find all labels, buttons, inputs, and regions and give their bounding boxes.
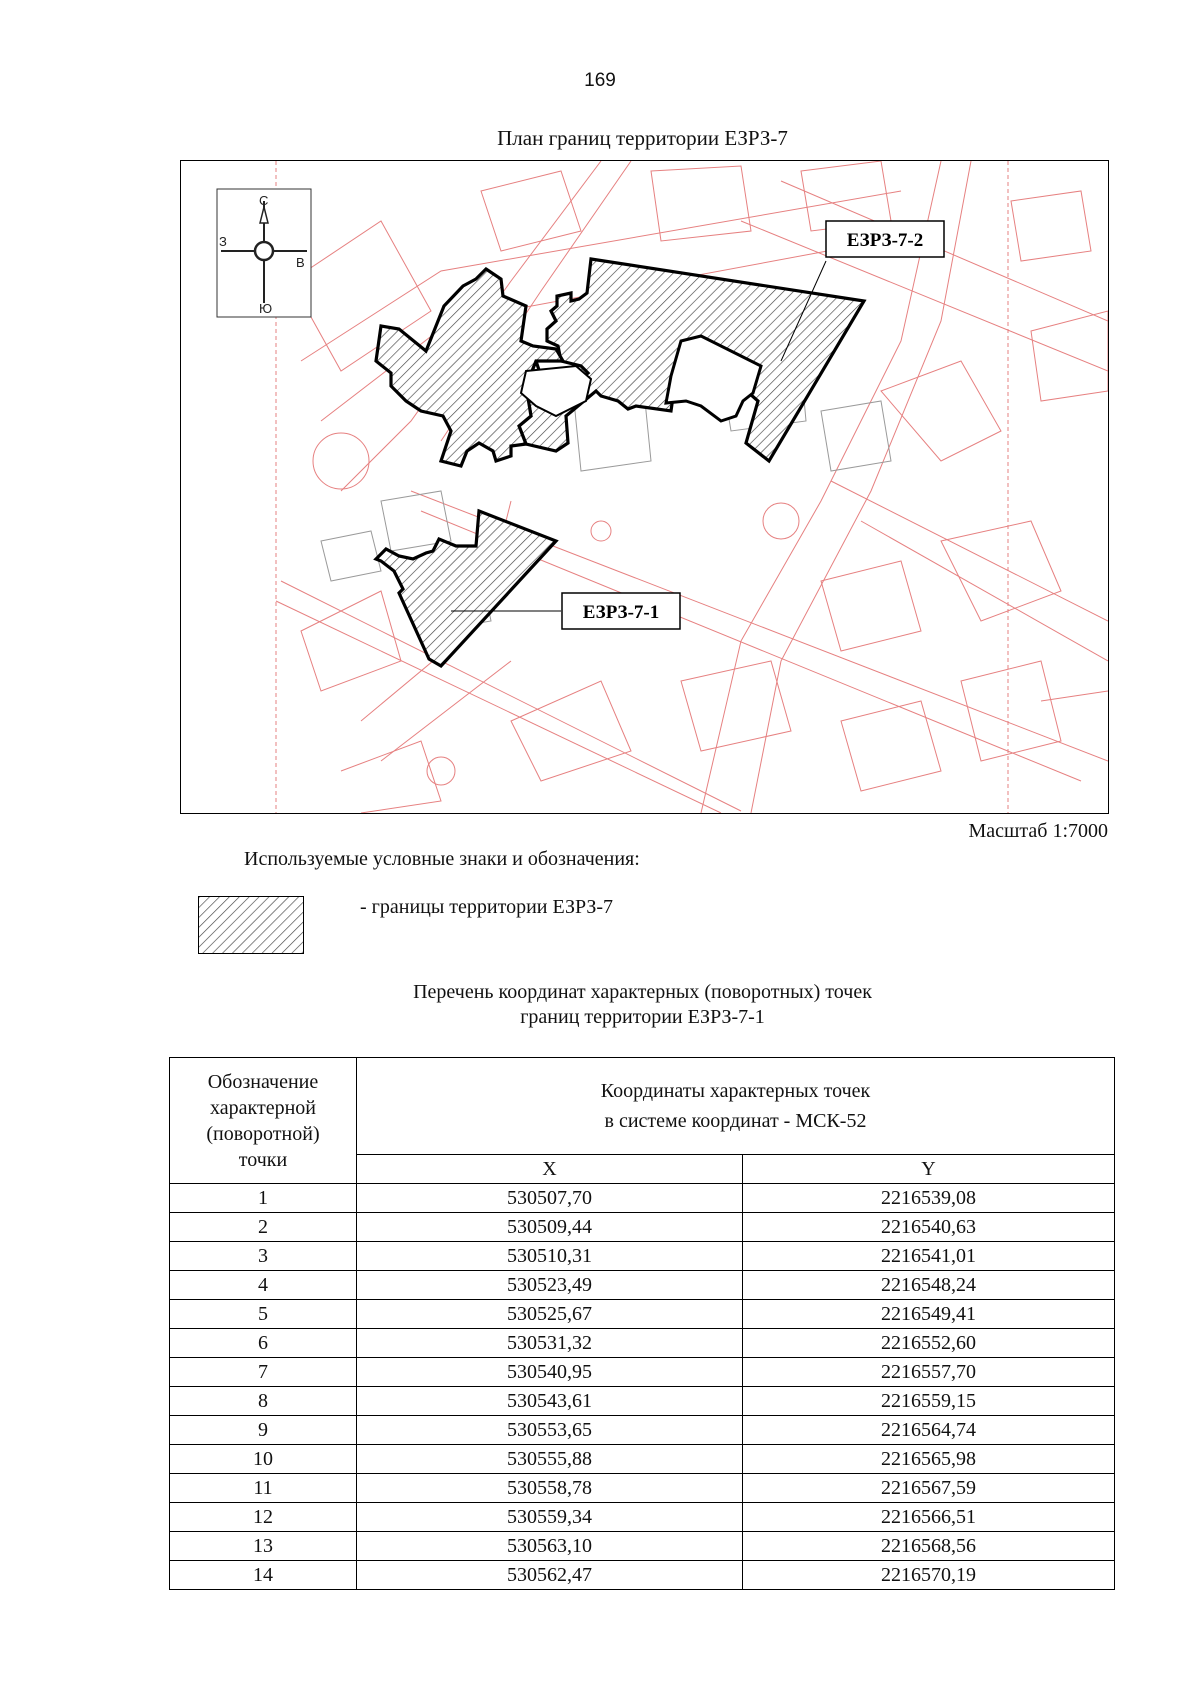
x-coordinate-cell: 530540,95 <box>357 1358 743 1387</box>
table-row <box>170 1503 1115 1532</box>
y-coordinate-cell: 2216567,59 <box>743 1474 1115 1503</box>
point-number-cell: 7 <box>170 1358 357 1387</box>
compass-rose <box>217 189 311 317</box>
table-row <box>170 1358 1115 1387</box>
map-scale: Масштаб 1:7000 <box>968 820 1108 842</box>
point-number-cell: 5 <box>170 1300 357 1329</box>
x-coordinate-cell: 530558,78 <box>357 1474 743 1503</box>
table-row <box>170 1242 1115 1271</box>
y-coordinate-cell: 2216559,15 <box>743 1387 1115 1416</box>
point-number-cell: 12 <box>170 1503 357 1532</box>
table-row <box>170 1532 1115 1561</box>
table-row <box>170 1387 1115 1416</box>
table-row <box>170 1184 1115 1213</box>
compass-east: В <box>296 255 305 270</box>
y-coordinate-cell: 2216557,70 <box>743 1358 1115 1387</box>
y-column-header: Y <box>743 1155 1115 1184</box>
point-number-cell: 13 <box>170 1532 357 1561</box>
coordinates-caption-line1: Перечень координат характерных (поворотных) точек <box>413 981 872 1003</box>
table-row <box>170 1329 1115 1358</box>
y-coordinate-cell: 2216548,24 <box>743 1271 1115 1300</box>
table-row <box>170 1300 1115 1329</box>
zone-label-7-1: ЕЗРЗ-7-1 <box>582 602 660 623</box>
x-coordinate-cell: 530555,88 <box>357 1445 743 1474</box>
point-number-cell: 14 <box>170 1561 357 1590</box>
zone-ezrz-7-1-area <box>376 511 556 666</box>
compass-south: Ю <box>259 301 273 316</box>
point-number-cell: 6 <box>170 1329 357 1358</box>
x-coordinate-cell: 530559,34 <box>357 1503 743 1532</box>
x-coordinate-cell: 530553,65 <box>357 1416 743 1445</box>
table-row <box>170 1445 1115 1474</box>
x-column-header: X <box>357 1155 743 1184</box>
x-coordinate-cell: 530525,67 <box>357 1300 743 1329</box>
table-row <box>170 1561 1115 1590</box>
legend-hatch-swatch <box>198 896 304 954</box>
page-number: 169 <box>584 70 616 91</box>
point-number-cell: 2 <box>170 1213 357 1242</box>
x-coordinate-cell: 530509,44 <box>357 1213 743 1242</box>
point-column-header: Обозначение характерной (поворотной) точки <box>170 1058 357 1184</box>
boundary-map <box>180 160 1109 814</box>
x-coordinate-cell: 530523,49 <box>357 1271 743 1300</box>
y-coordinate-cell: 2216570,19 <box>743 1561 1115 1590</box>
coordinates-caption <box>0 980 1200 1030</box>
y-coordinate-cell: 2216541,01 <box>743 1242 1115 1271</box>
compass-west: З <box>219 234 227 249</box>
y-coordinate-cell: 2216539,08 <box>743 1184 1115 1213</box>
cadastral-background <box>276 161 1108 813</box>
point-number-cell: 8 <box>170 1387 357 1416</box>
table-row <box>170 1416 1115 1445</box>
x-coordinate-cell: 530563,10 <box>357 1532 743 1561</box>
table-row <box>170 1213 1115 1242</box>
zone-label-7-2: ЕЗРЗ-7-2 <box>846 230 924 251</box>
legend-title: Используемые условные знаки и обозначения: <box>244 848 640 870</box>
y-coordinate-cell: 2216566,51 <box>743 1503 1115 1532</box>
y-coordinate-cell: 2216552,60 <box>743 1329 1115 1358</box>
point-number-cell: 9 <box>170 1416 357 1445</box>
coordinates-column-header: Координаты характерных точек в системе координат - МСК-52 <box>357 1058 1115 1155</box>
plan-title: План границ территории ЕЗРЗ-7 <box>497 126 788 150</box>
point-number-cell: 10 <box>170 1445 357 1474</box>
table-row <box>170 1271 1115 1300</box>
legend-item-label: - границы территории ЕЗРЗ-7 <box>360 896 614 918</box>
coordinates-caption-line2: границ территории ЕЗРЗ-7-1 <box>520 1006 765 1028</box>
x-coordinate-cell: 530562,47 <box>357 1561 743 1590</box>
y-coordinate-cell: 2216565,98 <box>743 1445 1115 1474</box>
y-coordinate-cell: 2216549,41 <box>743 1300 1115 1329</box>
point-number-cell: 3 <box>170 1242 357 1271</box>
y-coordinate-cell: 2216568,56 <box>743 1532 1115 1561</box>
x-coordinate-cell: 530507,70 <box>357 1184 743 1213</box>
point-number-cell: 1 <box>170 1184 357 1213</box>
x-coordinate-cell: 530510,31 <box>357 1242 743 1271</box>
coordinates-table <box>169 1057 1115 1590</box>
point-number-cell: 11 <box>170 1474 357 1503</box>
y-coordinate-cell: 2216564,74 <box>743 1416 1115 1445</box>
x-coordinate-cell: 530531,32 <box>357 1329 743 1358</box>
y-coordinate-cell: 2216540,63 <box>743 1213 1115 1242</box>
compass-north: С <box>259 193 269 208</box>
table-row <box>170 1474 1115 1503</box>
x-coordinate-cell: 530543,61 <box>357 1387 743 1416</box>
point-number-cell: 4 <box>170 1271 357 1300</box>
